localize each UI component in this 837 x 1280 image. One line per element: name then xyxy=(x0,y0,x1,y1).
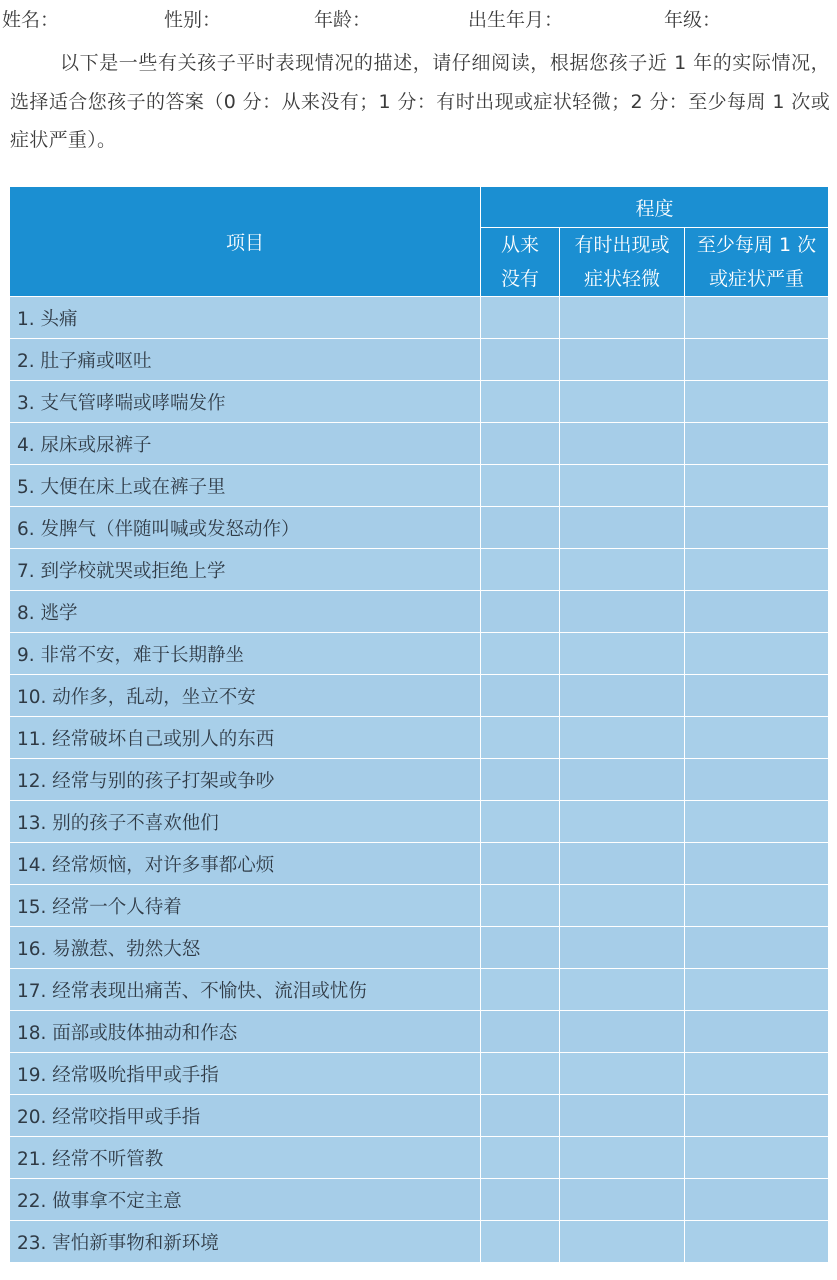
item-label: 2. 肚子痛或呕吐 xyxy=(10,339,481,381)
answer-weekly-cell[interactable] xyxy=(685,969,829,1011)
table-row xyxy=(10,1095,829,1137)
table-row xyxy=(10,717,829,759)
name-label: 姓名： xyxy=(2,9,60,31)
answer-never-cell[interactable] xyxy=(481,801,560,843)
answer-weekly-cell[interactable] xyxy=(685,591,829,633)
answer-weekly-cell[interactable] xyxy=(685,1011,829,1053)
item-label: 23. 害怕新事物和新环境 xyxy=(10,1221,481,1263)
table-row xyxy=(10,465,829,507)
answer-weekly-cell[interactable] xyxy=(685,1095,829,1137)
answer-never-cell[interactable] xyxy=(481,1053,560,1095)
table-row xyxy=(10,969,829,1011)
answer-never-cell[interactable] xyxy=(481,675,560,717)
answer-never-cell[interactable] xyxy=(481,885,560,927)
table-row xyxy=(10,507,829,549)
answer-never-cell[interactable] xyxy=(481,759,560,801)
answer-weekly-cell[interactable] xyxy=(685,843,829,885)
table-row xyxy=(10,843,829,885)
answer-never-cell[interactable] xyxy=(481,1221,560,1263)
answer-sometimes-cell[interactable] xyxy=(560,465,685,507)
item-label: 11. 经常破坏自己或别人的东西 xyxy=(10,717,481,759)
table-row xyxy=(10,1221,829,1263)
table-body xyxy=(10,297,829,1263)
answer-sometimes-cell[interactable] xyxy=(560,633,685,675)
answer-sometimes-cell[interactable] xyxy=(560,381,685,423)
item-label: 22. 做事拿不定主意 xyxy=(10,1179,481,1221)
answer-sometimes-cell[interactable] xyxy=(560,801,685,843)
answer-sometimes-cell[interactable] xyxy=(560,591,685,633)
table-row xyxy=(10,1053,829,1095)
item-label: 18. 面部或肢体抽动和作态 xyxy=(10,1011,481,1053)
answer-sometimes-cell[interactable] xyxy=(560,927,685,969)
answer-sometimes-cell[interactable] xyxy=(560,675,685,717)
answer-never-cell[interactable] xyxy=(481,381,560,423)
answer-weekly-cell[interactable] xyxy=(685,507,829,549)
answer-never-cell[interactable] xyxy=(481,1179,560,1221)
answer-sometimes-cell[interactable] xyxy=(560,423,685,465)
degree-column-header: 程度 xyxy=(481,187,829,228)
answer-never-cell[interactable] xyxy=(481,549,560,591)
table-row xyxy=(10,339,829,381)
never-header-line2: 没有 xyxy=(500,268,539,290)
answer-weekly-cell[interactable] xyxy=(685,1221,829,1263)
item-label: 13. 别的孩子不喜欢他们 xyxy=(10,801,481,843)
item-label: 9. 非常不安，难于长期静坐 xyxy=(10,633,481,675)
answer-weekly-cell[interactable] xyxy=(685,1053,829,1095)
answer-never-cell[interactable] xyxy=(481,1011,560,1053)
table-row xyxy=(10,423,829,465)
info-line xyxy=(0,6,837,34)
answer-sometimes-cell[interactable] xyxy=(560,507,685,549)
answer-weekly-cell[interactable] xyxy=(685,423,829,465)
age-label: 年龄： xyxy=(314,9,372,31)
item-label: 6. 发脾气（伴随叫喊或发怒动作） xyxy=(10,507,481,549)
table-row xyxy=(10,297,829,339)
answer-sometimes-cell[interactable] xyxy=(560,549,685,591)
never-header-line1: 从来 xyxy=(500,234,539,256)
answer-never-cell[interactable] xyxy=(481,843,560,885)
answer-sometimes-cell[interactable] xyxy=(560,1011,685,1053)
answer-weekly-cell[interactable] xyxy=(685,759,829,801)
sometimes-header-line2: 症状轻微 xyxy=(583,268,660,290)
instructions-paragraph: 以下是一些有关孩子平时表现情况的描述，请仔细阅读，根据您孩子近 1 年的实际情况，选择适合您孩子的答案（0 分：从来没有；1 分：有时出现或症状轻微；2 分：至少每周 1 次或症状严重）。 xyxy=(10,52,830,151)
answer-never-cell[interactable] xyxy=(481,465,560,507)
gender-label: 性别： xyxy=(164,9,222,31)
answer-weekly-cell[interactable] xyxy=(685,465,829,507)
answer-sometimes-cell[interactable] xyxy=(560,969,685,1011)
item-label: 20. 经常咬指甲或手指 xyxy=(10,1095,481,1137)
answer-never-cell[interactable] xyxy=(481,1137,560,1179)
item-column-header: 项目 xyxy=(10,187,481,297)
item-label: 15. 经常一个人待着 xyxy=(10,885,481,927)
item-label: 16. 易激惹、勃然大怒 xyxy=(10,927,481,969)
never-column-header xyxy=(481,228,560,297)
answer-weekly-cell[interactable] xyxy=(685,927,829,969)
weekly-header-line2: 或症状严重 xyxy=(709,268,805,290)
answer-sometimes-cell[interactable] xyxy=(560,843,685,885)
answer-never-cell[interactable] xyxy=(481,591,560,633)
table-row xyxy=(10,549,829,591)
table-row xyxy=(10,381,829,423)
answer-weekly-cell[interactable] xyxy=(685,1179,829,1221)
table-row xyxy=(10,1179,829,1221)
answer-sometimes-cell[interactable] xyxy=(560,1137,685,1179)
table-row xyxy=(10,1137,829,1179)
item-label: 1. 头痛 xyxy=(10,297,481,339)
answer-weekly-cell[interactable] xyxy=(685,885,829,927)
answer-never-cell[interactable] xyxy=(481,717,560,759)
item-label: 4. 尿床或尿裤子 xyxy=(10,423,481,465)
answer-weekly-cell[interactable] xyxy=(685,381,829,423)
answer-weekly-cell[interactable] xyxy=(685,1137,829,1179)
table-row xyxy=(10,759,829,801)
answer-weekly-cell[interactable] xyxy=(685,801,829,843)
answer-sometimes-cell[interactable] xyxy=(560,339,685,381)
table-row xyxy=(10,675,829,717)
weekly-header-line1: 至少每周 1 次 xyxy=(696,234,817,256)
answer-never-cell[interactable] xyxy=(481,969,560,1011)
grade-label: 年级： xyxy=(664,9,722,31)
table-row xyxy=(10,885,829,927)
answer-never-cell[interactable] xyxy=(481,927,560,969)
sometimes-header-line1: 有时出现或 xyxy=(574,234,670,256)
answer-weekly-cell[interactable] xyxy=(685,339,829,381)
table-row xyxy=(10,1011,829,1053)
answer-never-cell[interactable] xyxy=(481,633,560,675)
answer-never-cell[interactable] xyxy=(481,507,560,549)
answer-never-cell[interactable] xyxy=(481,423,560,465)
sometimes-column-header xyxy=(560,228,685,297)
answer-weekly-cell[interactable] xyxy=(685,549,829,591)
item-label: 7. 到学校就哭或拒绝上学 xyxy=(10,549,481,591)
table-row xyxy=(10,927,829,969)
answer-weekly-cell[interactable] xyxy=(685,717,829,759)
answer-weekly-cell[interactable] xyxy=(685,633,829,675)
answer-never-cell[interactable] xyxy=(481,1095,560,1137)
answer-never-cell[interactable] xyxy=(481,297,560,339)
item-label: 5. 大便在床上或在裤子里 xyxy=(10,465,481,507)
item-label: 17. 经常表现出痛苦、不愉快、流泪或忧伤 xyxy=(10,969,481,1011)
birth-date-label: 出生年月： xyxy=(468,9,564,31)
answer-sometimes-cell[interactable] xyxy=(560,297,685,339)
answer-weekly-cell[interactable] xyxy=(685,675,829,717)
symptom-table xyxy=(9,186,828,1270)
table-row xyxy=(10,633,829,675)
answer-sometimes-cell[interactable] xyxy=(560,885,685,927)
table-row xyxy=(10,591,829,633)
item-label: 10. 动作多，乱动，坐立不安 xyxy=(10,675,481,717)
item-label: 21. 经常不听管教 xyxy=(10,1137,481,1179)
weekly-column-header xyxy=(685,228,829,297)
table-row xyxy=(10,801,829,843)
answer-sometimes-cell[interactable] xyxy=(560,1179,685,1221)
item-label: 12. 经常与别的孩子打架或争吵 xyxy=(10,759,481,801)
answer-never-cell[interactable] xyxy=(481,339,560,381)
item-label: 19. 经常吸吮指甲或手指 xyxy=(10,1053,481,1095)
item-label: 8. 逃学 xyxy=(10,591,481,633)
answer-sometimes-cell[interactable] xyxy=(560,1053,685,1095)
answer-sometimes-cell[interactable] xyxy=(560,759,685,801)
answer-weekly-cell[interactable] xyxy=(685,297,829,339)
answer-sometimes-cell[interactable] xyxy=(560,717,685,759)
item-label: 14. 经常烦恼，对许多事都心烦 xyxy=(10,843,481,885)
answer-sometimes-cell[interactable] xyxy=(560,1095,685,1137)
answer-sometimes-cell[interactable] xyxy=(560,1221,685,1263)
item-label: 3. 支气管哮喘或哮喘发作 xyxy=(10,381,481,423)
